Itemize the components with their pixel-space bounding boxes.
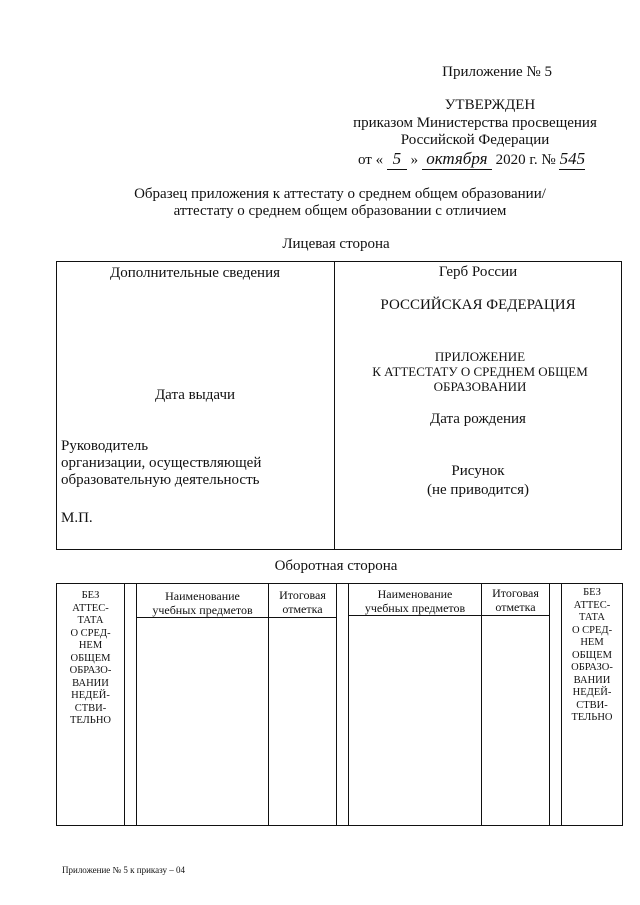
- col-line: [268, 583, 269, 826]
- appendix-line-3: ОБРАЗОВАНИИ: [433, 379, 527, 394]
- doc-title-line-2: аттестату о среднем общем образовании с отличием: [173, 203, 507, 219]
- approved-label: УТВЕРЖДЕН: [444, 97, 536, 113]
- col-header-subjects-left: Наименование учебных предметов: [152, 589, 253, 617]
- col-line: [124, 583, 125, 826]
- head-line-1: Руководитель: [61, 438, 149, 454]
- picture-placeholder: [338, 462, 618, 500]
- appendix-to-certificate: [345, 349, 615, 394]
- footer-note: Приложение № 5 к приказу – 04: [62, 865, 185, 875]
- appendix-line-2: К АТТЕСТАТУ О СРЕДНЕМ ОБЩЕМ: [372, 364, 588, 379]
- col-line: [136, 583, 137, 826]
- doc-title-line-1: Образец приложения к аттестату о среднем общем образовании/: [134, 186, 546, 202]
- date-day-handwritten: 5: [387, 149, 407, 170]
- picture-line-1: Рисунок: [451, 463, 505, 479]
- col-line: [549, 583, 550, 826]
- additional-info-label: Дополнительные сведения: [109, 265, 280, 281]
- date-mid: »: [410, 152, 419, 168]
- back-side-heading: Оборотная сторона: [274, 558, 398, 574]
- front-side-heading: Лицевая сторона: [282, 236, 390, 252]
- col-header-grade-right: Итоговая отметка: [492, 586, 539, 614]
- date-prefix: от «: [358, 152, 384, 168]
- col-line: [348, 583, 349, 826]
- invalid-stamp-left: БЕЗ АТТЕС- ТАТА О СРЕД- НЕМ ОБЩЕМ ОБРАЗО- ВАНИИ НЕДЕЙ- СТВИ- ТЕЛЬНО: [69, 590, 112, 726]
- coat-of-arms-label: Герб России: [438, 264, 518, 280]
- front-divider: [334, 261, 335, 550]
- back-side-frame: [56, 583, 623, 826]
- head-line-2: организации, осуществляющей: [61, 455, 262, 471]
- col-header-grade-left: Итоговая отметка: [279, 588, 326, 616]
- country-name: РОССИЙСКАЯ ФЕДЕРАЦИЯ: [380, 297, 576, 313]
- date-year: 2020 г. №: [495, 152, 556, 168]
- invalid-stamp-right: БЕЗ АТТЕС- ТАТА О СРЕД- НЕМ ОБЩЕМ ОБРАЗО- ВАНИИ НЕДЕЙ- СТВИ- ТЕЛЬНО: [571, 587, 613, 723]
- date-month-handwritten: октября: [422, 149, 492, 170]
- appendix-line-1: ПРИЛОЖЕНИЕ: [434, 349, 526, 364]
- birth-date-label: Дата рождения: [430, 411, 526, 427]
- col-header-subjects-right: Наименование учебных предметов: [364, 587, 466, 615]
- issue-date-label: Дата выдачи: [154, 387, 236, 403]
- order-line-2: Российской Федерации: [400, 132, 550, 148]
- header-row-line: [348, 615, 549, 616]
- order-date-line: [358, 149, 585, 170]
- appendix-number: Приложение № 5: [442, 64, 552, 80]
- order-line-1: приказом Министерства просвещения: [353, 115, 597, 131]
- order-number-handwritten: 545: [559, 149, 586, 168]
- head-of-organization: [61, 438, 261, 489]
- head-line-3: образовательную деятельность: [61, 472, 260, 488]
- seal-label: М.П.: [61, 510, 93, 526]
- header-row-line: [136, 617, 336, 618]
- picture-line-2: (не приводится): [427, 482, 529, 498]
- col-line: [481, 583, 482, 826]
- col-line: [336, 583, 337, 826]
